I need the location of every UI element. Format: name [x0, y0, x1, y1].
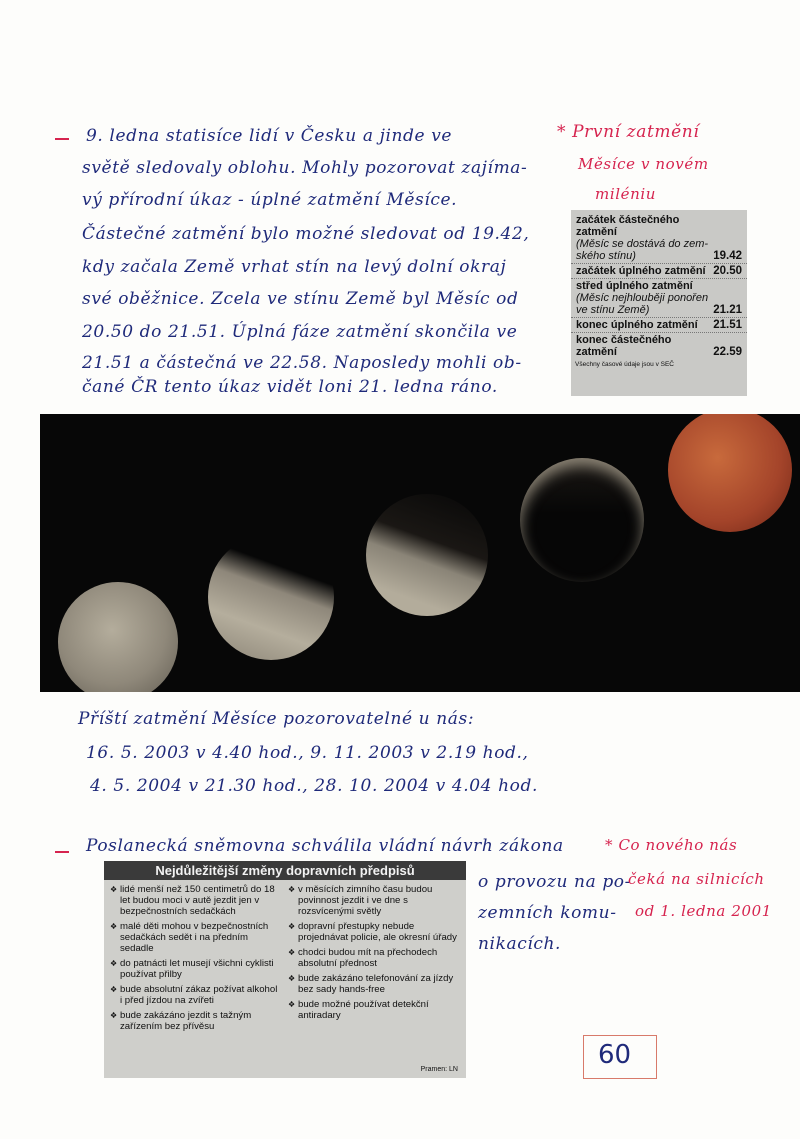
section1-line: 20.50 do 21.51. Úplná fáze zatmění skončila ve — [82, 322, 518, 342]
bullet-dash — [55, 851, 69, 853]
rule-item: ❖ bude zakázáno jezdit s tažným zařízením bez přívěsu — [110, 1010, 282, 1032]
rule-item: ❖ dopravní přestupky nebude projednávat policie, ale okresní úřady — [288, 921, 460, 943]
rule-item: ❖ bude možné používat detekční antiradary — [288, 999, 460, 1021]
row-time: 20.50 — [713, 265, 742, 277]
row-label: konec částečného zatmění — [576, 334, 672, 358]
section1-line: kdy začala Země vrhat stín na levý dolní okraj — [82, 257, 507, 277]
section1-line: 9. ledna statisíce lidí v Česku a jinde ve — [86, 126, 453, 146]
row-time: 19.42 — [713, 250, 742, 262]
row-sub: ského stínu) — [576, 250, 636, 262]
page-number: 60 — [598, 1040, 632, 1070]
eclipse-photo — [40, 414, 800, 692]
section2-line: nikacích. — [478, 934, 562, 954]
row-label: začátek úplného zatmění — [576, 265, 706, 277]
rules-source: Pramen: LN — [420, 1066, 458, 1073]
rules-left-list — [110, 884, 282, 1036]
row-label: začátek částečného zatmění — [576, 214, 680, 238]
moon-phase-4 — [520, 458, 644, 582]
moon-phase-1 — [58, 582, 178, 692]
section2-line: Poslanecká sněmovna schválila vládní návrh zákona — [86, 836, 564, 856]
row-sub: (Měsíc nejhlouběji ponořen — [576, 292, 709, 304]
moon-phase-5-total — [668, 414, 792, 532]
next-eclipses-line: 4. 5. 2004 v 21.30 hod., 28. 10. 2004 v 4.04 hod. — [90, 776, 538, 796]
eclipse-times-table — [571, 210, 747, 396]
note-line: od 1. ledna 2001 — [635, 902, 772, 920]
section1-line: Částečné zatmění bylo možné sledovat od 19.42, — [82, 224, 530, 244]
section2-line: o provozu na po- — [478, 872, 631, 892]
row-label-group — [576, 280, 709, 316]
table-row — [571, 210, 747, 263]
table-row — [571, 263, 747, 278]
row-sub: (Měsíc se dostává do zem- — [576, 238, 709, 250]
row-time: 21.21 — [713, 304, 742, 316]
note-line: * Co nového nás — [605, 836, 738, 854]
section1-line: vý přírodní úkaz - úplné zatmění Měsíce. — [82, 190, 458, 210]
table-row — [571, 317, 747, 332]
note-line: čeká na silnicích — [628, 870, 765, 888]
section2-line: zemních komu- — [478, 903, 617, 923]
table-row — [571, 332, 747, 359]
rules-title: Nejdůležitější změny dopravních předpisů — [104, 861, 466, 880]
row-label-group — [576, 265, 709, 277]
row-sub: ve stínu Země) — [576, 304, 650, 316]
traffic-rules-clipping — [104, 861, 466, 1078]
table-footnote: Všechny časové údaje jsou v SEČ — [575, 361, 674, 368]
note-line: * První zatmění — [557, 122, 700, 142]
rule-item: ❖ v měsících zimního času budou povinnost jezdit i ve dne s rozsvícenými světly — [288, 884, 460, 917]
section1-line: své oběžnice. Zcela ve stínu Země byl Měsíc od — [82, 289, 519, 309]
note-line: miléniu — [595, 185, 657, 203]
rule-item: ❖ do patnácti let musejí všichni cyklisti používat přilby — [110, 958, 282, 980]
section1-line: 21.51 a částečná ve 22.58. Naposledy mohli ob- — [82, 353, 522, 373]
row-label-group — [576, 214, 709, 262]
row-time: 22.59 — [713, 346, 742, 358]
rule-item: ❖ malé děti mohou v bezpečnostních sedačkách sedět i na předním sedadle — [110, 921, 282, 954]
rules-right-list — [282, 884, 460, 1036]
rule-item: ❖ chodci budou mít na přechodech absolutní přednost — [288, 947, 460, 969]
row-time: 21.51 — [713, 319, 742, 331]
section1-line: čané ČR tento úkaz vidět loni 21. ledna ráno. — [82, 377, 498, 397]
rule-item: ❖ bude absolutní zákaz požívat alkohol i před jízdou na zvířeti — [110, 984, 282, 1006]
rule-item: ❖ bude zakázáno telefonování za jízdy bez sady hands-free — [288, 973, 460, 995]
section1-line: světě sledovaly oblohu. Mohly pozorovat zajíma- — [82, 158, 528, 178]
row-label: střed úplného zatmění — [576, 280, 693, 292]
table-row — [571, 278, 747, 317]
row-label-group — [576, 334, 709, 358]
moon-phase-2 — [208, 534, 334, 660]
next-eclipses-line: 16. 5. 2003 v 4.40 hod., 9. 11. 2003 v 2.19 hod., — [86, 743, 529, 763]
note-line: Měsíce v novém — [578, 155, 709, 173]
row-label-group — [576, 319, 709, 331]
next-eclipses-line: Příští zatmění Měsíce pozorovatelné u nás: — [78, 709, 475, 729]
moon-phase-3 — [366, 494, 488, 616]
row-label: konec úplného zatmění — [576, 319, 698, 331]
bullet-dash — [55, 138, 69, 140]
rule-item: ❖ lidé menší než 150 centimetrů do 18 let budou moci v autě jezdit jen v bezpečnostních sedačkách — [110, 884, 282, 917]
page-number-box — [583, 1035, 657, 1079]
